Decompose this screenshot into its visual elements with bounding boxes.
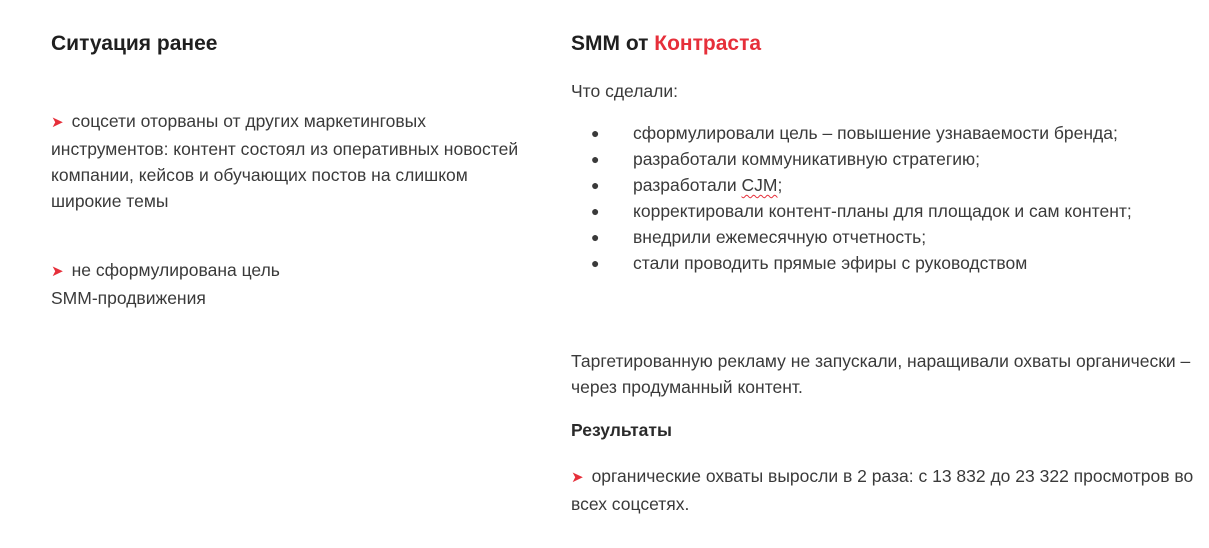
list-item-suffix: ; bbox=[777, 175, 783, 195]
situation-point-1-text: соцсети оторваны от других маркетинговых инструментов: контент состоял из оперативных новостей компании, кейсов и обучающих постов на слишком широкие темы bbox=[51, 111, 519, 211]
arrow-icon: ➤ bbox=[51, 263, 64, 280]
situation-point-2 bbox=[51, 257, 521, 311]
bullet-icon: ● bbox=[591, 151, 600, 167]
bullet-icon: ● bbox=[591, 203, 600, 219]
results-title: Результаты bbox=[571, 420, 672, 440]
bullet-icon: ● bbox=[591, 229, 600, 245]
list-item bbox=[571, 198, 1201, 224]
list-item-text: разработали коммуникативную стратегию; bbox=[633, 149, 980, 169]
situation-point-2-text: не сформулирована цель bbox=[71, 260, 280, 280]
list-item bbox=[571, 146, 1201, 172]
situation-point-2-text-line2: SMM-продвижения bbox=[51, 288, 206, 308]
cjm-term: CJM bbox=[741, 175, 778, 195]
list-item-text: сформулировали цель – повышение узнаваемости бренда; bbox=[633, 123, 1118, 143]
list-item bbox=[571, 120, 1201, 146]
list-item bbox=[571, 224, 1201, 250]
actions-intro: Что сделали: bbox=[571, 81, 678, 101]
list-item-text: внедрили ежемесячную отчетность; bbox=[633, 227, 927, 247]
arrow-icon: ➤ bbox=[51, 114, 64, 131]
bullet-icon: ● bbox=[591, 255, 600, 271]
result-point bbox=[571, 463, 1201, 517]
result-point-text: органические охваты выросли в 2 раза: с 13 832 до 23 322 просмотров во всех соцсетях. bbox=[571, 466, 1194, 514]
bullet-icon: ● bbox=[591, 177, 600, 193]
list-item-text: разработали bbox=[633, 175, 742, 195]
title-prefix: SMM от bbox=[571, 32, 655, 55]
list-item-text: корректировали контент-планы для площадок и сам контент; bbox=[633, 201, 1132, 221]
actions-list bbox=[571, 120, 1201, 276]
list-item bbox=[571, 250, 1201, 276]
right-title bbox=[571, 32, 761, 56]
arrow-icon: ➤ bbox=[571, 469, 584, 486]
left-title: Ситуация ранее bbox=[51, 32, 218, 55]
bullet-icon: ● bbox=[591, 125, 600, 141]
list-item-text: стали проводить прямые эфиры с руководством bbox=[633, 253, 1028, 273]
list-item bbox=[571, 172, 1201, 198]
brand-name: Контраста bbox=[654, 32, 762, 55]
targeting-note: Таргетированную рекламу не запускали, наращивали охваты органически – через продуманный контент. bbox=[571, 351, 1191, 397]
situation-point-1 bbox=[51, 108, 521, 214]
